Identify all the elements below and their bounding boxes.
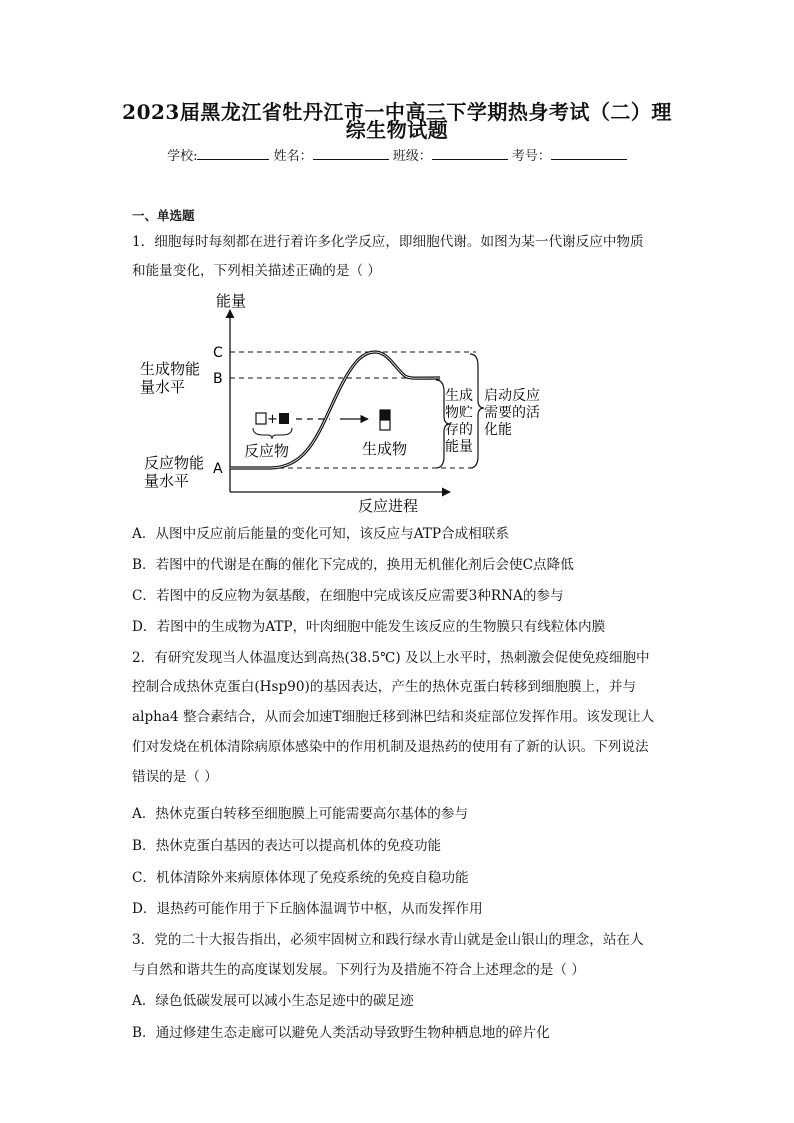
reactant-level-label-2: 量水平 (144, 472, 190, 490)
q3-stem-line-2: 与自然和谐共生的高度谋划发展。下列行为及措施不符合上述理念的是（ ） (132, 962, 585, 978)
title-line-1: 2023届黑龙江省牡丹江市一中高三下学期热身考试（二）理 (122, 100, 672, 124)
section-heading: 一、单选题 (132, 208, 195, 223)
activation-energy-label-2: 需要的活 (484, 405, 540, 421)
reactant-level-label-1: 反应物能 (144, 454, 205, 472)
reactant-black-square (279, 413, 289, 424)
reactant-white-square (256, 413, 266, 424)
stored-energy-label-1: 生成 (445, 388, 473, 404)
activation-energy-label-3: 化能 (484, 422, 512, 438)
q1-option-b: B．若图中的代谢是在酶的催化下完成的，换用无机催化剂后会使C点降低 (132, 557, 574, 573)
q1-stem-line-1: 1．细胞每时每刻都在进行着许多化学反应，即细胞代谢。如图为某一代谢反应中物质 (132, 234, 644, 250)
q2-option-d: D．退热药可能作用于下丘脑体温调节中枢，从而发挥作用 (132, 901, 483, 917)
q2-stem-line-3: alpha4 整合素结合，从而会加速T细胞迁移到淋巴结和炎症部位发挥作用。该发现让人 (132, 709, 655, 725)
product-stack-top (380, 410, 390, 420)
energy-diagram (130, 288, 570, 518)
q2-option-b: B．热休克蛋白基因的表达可以提高机体的免疫功能 (132, 838, 442, 854)
number-blank[interactable] (551, 147, 627, 160)
class-blank[interactable] (432, 147, 508, 160)
x-axis-label: 反应进程 (358, 497, 419, 515)
name-blank[interactable] (313, 147, 389, 160)
level-b-label: B (213, 371, 223, 387)
q3-stem-line-1: 3．党的二十大报告指出，必须牢固树立和践行绿水青山就是金山银山的理念，站在人 (132, 932, 644, 948)
q2-stem-line-1: 2．有研究发现当人体温度达到高热(38.5℃) 及以上水平时，热刺激会促使免疫细胞中 (132, 650, 650, 666)
q2-option-a: A．热休克蛋白转移至细胞膜上可能需要高尔基体的参与 (132, 806, 469, 822)
name-label: 姓名： (273, 149, 313, 164)
q2-option-c: C．机体清除外来病原体体现了免疫系统的免疫自稳功能 (132, 870, 469, 886)
stored-energy-label-3: 存的 (445, 422, 473, 438)
level-a-label: A (213, 461, 223, 477)
plus-sign: + (267, 412, 278, 427)
product-level-label-1: 生成物能 (140, 360, 201, 378)
level-c-label: C (213, 345, 223, 361)
school-blank[interactable] (197, 147, 269, 160)
q2-stem-line-5: 错误的是（ ） (132, 769, 218, 785)
reactants-label: 反应物 (244, 442, 290, 460)
title-line-2: 综生物试题 (345, 118, 449, 142)
q1-stem-line-2: 和能量变化，下列相关描述正确的是（ ） (132, 263, 382, 279)
stored-energy-label-2: 物贮 (445, 405, 473, 421)
activation-energy-label-1: 启动反应 (484, 388, 540, 404)
product-stack-bottom (380, 420, 390, 430)
y-axis-label: 能量 (216, 292, 247, 310)
q3-option-a: A．绿色低碳发展可以减小生态足迹中的碳足迹 (132, 993, 414, 1009)
student-info-line (0, 145, 794, 164)
q1-option-a: A．从图中反应前后能量的变化可知，该反应与ATP合成相联系 (132, 526, 509, 542)
school-label: 学校: (167, 149, 198, 164)
q2-stem-line-2: 控制合成热休克蛋白(Hsp90)的基因表达，产生的热休克蛋白转移到细胞膜上，并与 (132, 679, 637, 695)
number-label: 考号： (511, 149, 551, 164)
q2-stem-line-4: 们对发烧在机体清除病原体感染中的作用机制及退热药的使用有了新的认识。下列说法 (132, 739, 649, 755)
q1-option-c: C．若图中的反应物为氨基酸，在细胞中完成该反应需要3种RNA的参与 (132, 588, 564, 604)
class-label: 班级： (392, 149, 432, 164)
products-label: 生成物 (362, 440, 408, 458)
q1-option-d: D．若图中的生成物为ATP，叶肉细胞中能发生该反应的生物膜只有线粒体内膜 (132, 619, 606, 635)
reactants-brace (253, 428, 292, 439)
product-level-label-2: 量水平 (140, 378, 186, 396)
stored-energy-label-4: 能量 (445, 439, 473, 455)
q3-option-b: B．通过修建生态走廊可以避免人类活动导致野生物种栖息地的碎片化 (132, 1025, 550, 1041)
